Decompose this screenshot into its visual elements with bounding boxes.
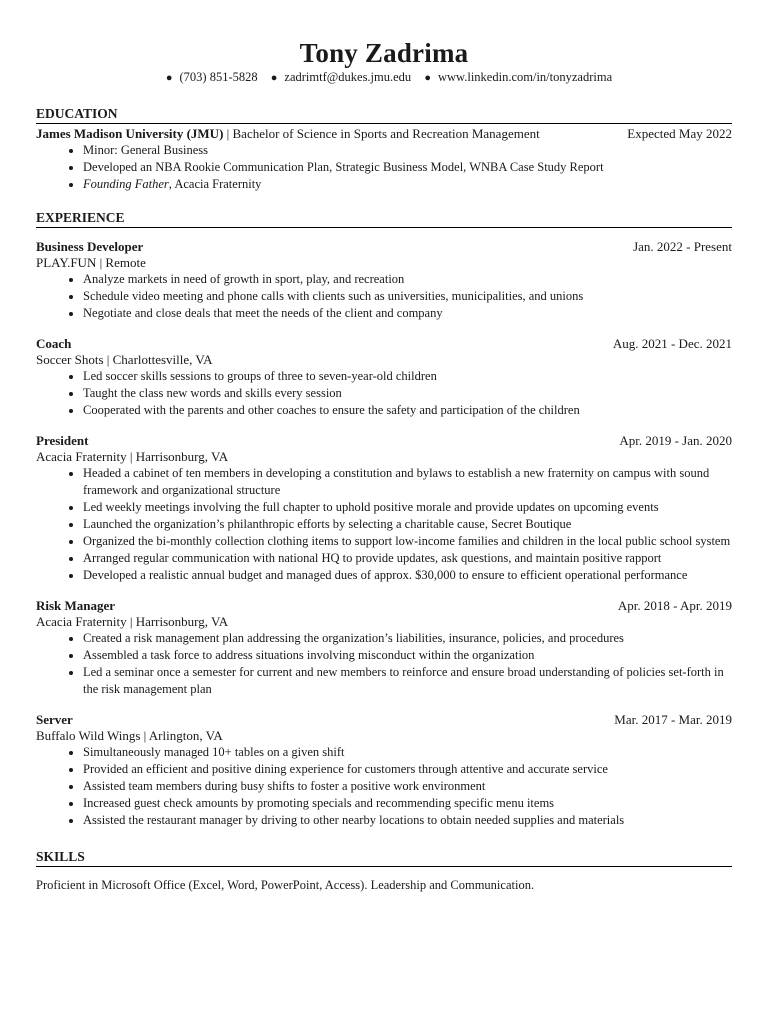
job-bullets xyxy=(36,368,732,419)
job-bullets xyxy=(36,744,732,829)
education-row xyxy=(36,125,732,142)
list-item: • Assisted team members during busy shifts to foster a positive work environment xyxy=(83,778,732,795)
job-entry xyxy=(36,597,732,698)
list-item: • Led a seminar once a semester for current and new members to reinforce and ensure broad understanding of policies set-forth in the risk management plan xyxy=(83,664,732,698)
list-item: • Assembled a task force to address situations involving misconduct within the organization xyxy=(83,647,732,664)
list-item: • Provided an efficient and positive dining experience for customers through attentive and accurate service xyxy=(83,761,732,778)
job-bullets xyxy=(36,630,732,698)
founding-title: Founding Father xyxy=(83,177,169,191)
school-name: James Madison University (JMU) xyxy=(36,126,224,141)
education-section xyxy=(36,106,732,193)
list-item: • Developed a realistic annual budget and managed dues of approx. $30,000 to ensure to efficient operational performance xyxy=(83,567,732,584)
section-title: EXPERIENCE xyxy=(36,210,732,228)
list-item: • Launched the organization’s philanthropic efforts by selecting a charitable cause, Secret Boutique xyxy=(83,516,732,533)
founding-org: , Acacia Fraternity xyxy=(168,177,262,191)
list-item: • Led weekly meetings involving the full chapter to uphold positive morale and provide updates on upcoming events xyxy=(83,499,732,516)
skills-text: Proficient in Microsoft Office (Excel, Word, PowerPoint, Access). Leadership and Communication. xyxy=(36,878,535,892)
job-role: Server xyxy=(36,712,73,727)
job-header xyxy=(36,432,732,449)
list-item: • Negotiate and close deals that meet the needs of the client and company xyxy=(83,305,732,322)
job-organization: PLAY.FUN | Remote xyxy=(36,255,146,270)
list-item: • Cooperated with the parents and other coaches to ensure the safety and participation of the children xyxy=(83,402,732,419)
list-item: • Headed a cabinet of ten members in developing a constitution and bylaws to establish a new fraternity on campus with sound framework and organizational structure xyxy=(83,465,732,499)
job-date: Apr. 2018 - Apr. 2019 xyxy=(617,598,732,613)
list-item: • Minor: General Business xyxy=(83,142,732,159)
list-item: • Simultaneously managed 10+ tables on a given shift xyxy=(83,744,732,761)
bullet-dot: ● xyxy=(165,72,173,84)
list-item: • Analyze markets in need of growth in sport, play, and recreation xyxy=(83,271,732,288)
job-date: Apr. 2019 - Jan. 2020 xyxy=(619,433,732,448)
list-item: • Created a risk management plan addressing the organization’s liabilities, insurance, policies, and procedures xyxy=(83,630,732,647)
job-role: Business Developer xyxy=(36,239,144,254)
job-date: Jan. 2022 - Present xyxy=(633,239,732,254)
job-role: Risk Manager xyxy=(36,598,116,613)
job-date: Mar. 2017 - Mar. 2019 xyxy=(614,712,732,727)
job-role: Coach xyxy=(36,336,72,351)
job-entry xyxy=(36,711,732,829)
job-entry xyxy=(36,335,732,419)
list-item: • Led soccer skills sessions to groups of three to seven-year-old children xyxy=(83,368,732,385)
job-bullets xyxy=(36,465,732,584)
education-date: Expected May 2022 xyxy=(627,126,732,141)
phone-number: (703) 851-5828 xyxy=(179,70,258,84)
job-date: Aug. 2021 - Dec. 2021 xyxy=(612,336,732,351)
list-item: • Increased guest check amounts by promoting specials and recommending specific menu items xyxy=(83,795,732,812)
list-item: • Schedule video meeting and phone calls with clients such as universities, municipalities, and unions xyxy=(83,288,732,305)
list-item xyxy=(83,176,732,193)
email-address[interactable]: zadrimtf@dukes.jmu.edu xyxy=(284,70,412,84)
list-item: • Arranged regular communication with national HQ to provide updates, ask questions, and maintain positive rapport xyxy=(83,550,732,567)
job-bullets xyxy=(36,271,732,322)
bullet-dot: ● xyxy=(270,72,278,84)
degree: | Bachelor of Science in Sports and Recreation Management xyxy=(223,126,540,141)
skills-section xyxy=(36,849,732,893)
jobs-list xyxy=(36,238,732,829)
job-header xyxy=(36,597,732,614)
section-title: SKILLS xyxy=(36,849,732,867)
contact-line xyxy=(36,69,732,86)
candidate-name: Tony Zadrima xyxy=(299,38,469,68)
job-organization: Buffalo Wild Wings | Arlington, VA xyxy=(36,728,223,743)
section-title: EDUCATION xyxy=(36,106,732,124)
experience-section xyxy=(36,210,732,829)
bullet-dot: ● xyxy=(424,72,431,84)
job-header xyxy=(36,335,732,352)
job-header xyxy=(36,711,732,728)
job-organization: Soccer Shots | Charlottesville, VA xyxy=(36,352,213,367)
resume-page xyxy=(36,38,732,893)
linkedin-url[interactable]: www.linkedin.com/in/tonyzadrima xyxy=(437,70,613,84)
list-item: • Developed an NBA Rookie Communication Plan, Strategic Business Model, WNBA Case Study Report xyxy=(83,159,732,176)
job-role: President xyxy=(36,433,89,448)
job-header xyxy=(36,238,732,255)
job-entry xyxy=(36,432,732,584)
list-item: • Taught the class new words and skills every session xyxy=(83,385,732,402)
list-item: • Assisted the restaurant manager by driving to other nearby locations to obtain needed supplies and materials xyxy=(83,812,732,829)
education-bullets xyxy=(36,142,732,193)
job-organization: Acacia Fraternity | Harrisonburg, VA xyxy=(36,614,229,629)
job-entry xyxy=(36,238,732,322)
list-item: • Organized the bi-monthly collection clothing items to support low-income families and children in the local public school system xyxy=(83,533,732,550)
job-organization: Acacia Fraternity | Harrisonburg, VA xyxy=(36,449,229,464)
